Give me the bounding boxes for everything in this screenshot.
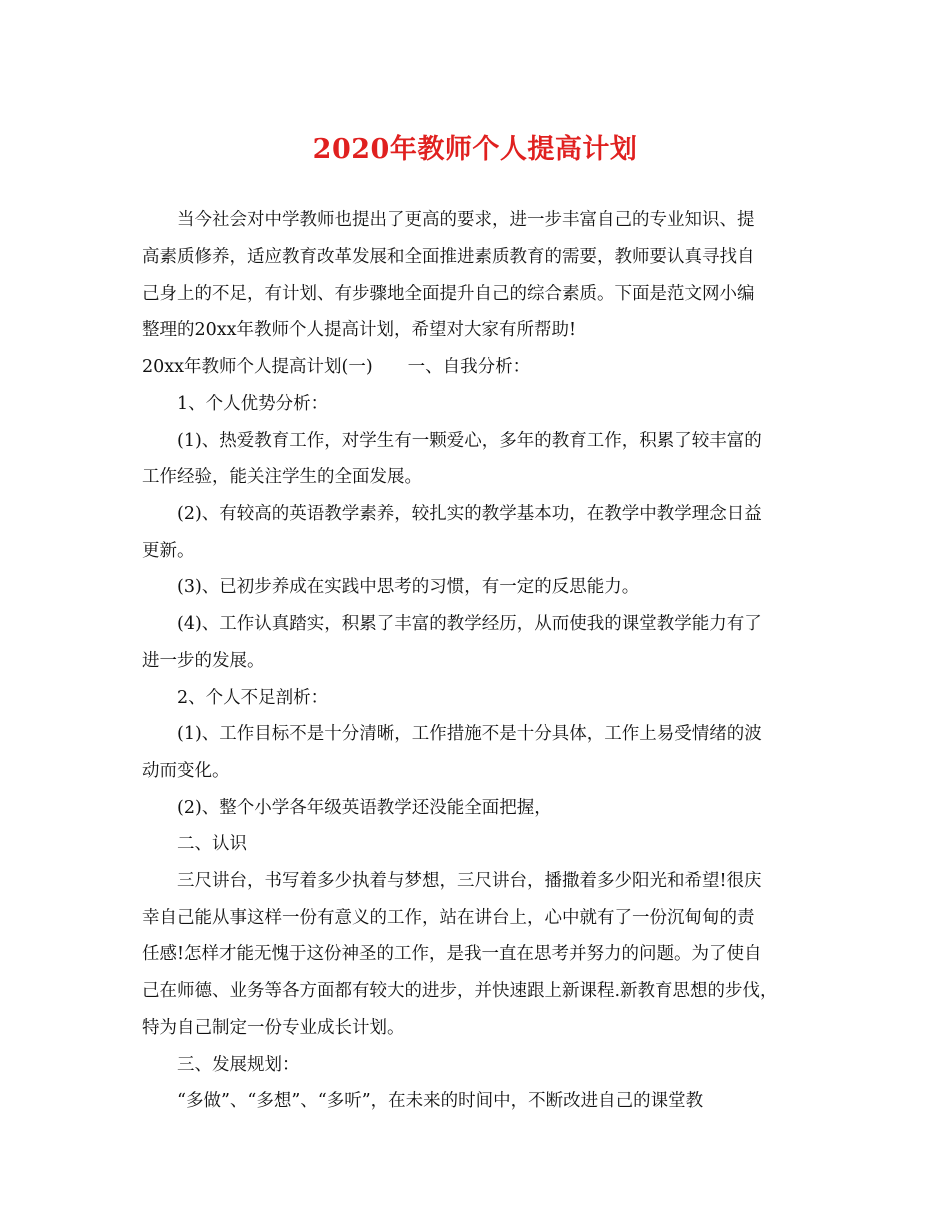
paragraph-line: 三尺讲台，书写着多少执着与梦想，三尺讲台，播撒着多少阳光和希望!很庆 — [177, 871, 762, 891]
paragraph-line: 进一步的发展。 — [142, 651, 265, 671]
paragraph-line: 己身上的不足，有计划、有步骤地全面提升自己的综合素质。下面是范文网小编 — [142, 284, 755, 304]
paragraph-line: (4)、工作认真踏实，积累了丰富的教学经历，从而使我的课堂教学能力有了 — [177, 614, 762, 634]
paragraph-line: 工作经验，能关注学生的全面发展。 — [142, 467, 422, 487]
paragraph-line: 整理的20xx年教师个人提高计划，希望对大家有所帮助! — [142, 320, 577, 340]
paragraph-line: (2)、整个小学各年级英语教学还没能全面把握， — [177, 798, 552, 818]
paragraph-line: 动而变化。 — [142, 761, 230, 781]
paragraph-line: 任感!怎样才能无愧于这份神圣的工作，是我一直在思考并努力的问题。为了使自 — [142, 944, 762, 964]
section-heading-line: 三、发展规划： — [177, 1055, 300, 1075]
paragraph-line: 更新。 — [142, 541, 195, 561]
paragraph-line: (3)、已初步养成在实践中思考的习惯，有一定的反思能力。 — [177, 577, 640, 597]
paragraph-line: 己在师德、业务等各方面都有较大的进步，并快速跟上新课程.新教育思想的步伐， — [142, 981, 778, 1001]
paragraph-line: 当今社会对中学教师也提出了更高的要求，进一步丰富自己的专业知识、提 — [177, 210, 755, 230]
section-heading-line: 二、认识 — [177, 834, 247, 854]
paragraph-line: 高素质修养，适应教育改革发展和全面推进素质教育的需要，教师要认真寻找自 — [142, 247, 755, 267]
paragraph-line: 特为自己制定一份专业成长计划。 — [142, 1018, 405, 1038]
document-title: 2020年教师个人提高计划 — [312, 134, 638, 165]
paragraph-line: (1)、工作目标不是十分清晰，工作措施不是十分具体，工作上易受情绪的波 — [177, 724, 762, 744]
subheading-line: 1、个人优势分析： — [177, 394, 329, 414]
paragraph-line: 幸自己能从事这样一份有意义的工作，站在讲台上，心中就有了一份沉甸甸的责 — [142, 908, 755, 928]
paragraph-line: “多做”、“多想”、“多听”，在未来的时间中，不断改进自己的课堂教 — [177, 1091, 704, 1111]
subheading-line: 2、个人不足剖析： — [177, 688, 329, 708]
paragraph-line: (2)、有较高的英语教学素养，较扎实的教学基本功，在教学中教学理念日益 — [177, 504, 762, 524]
section-heading-line: 20xx年教师个人提高计划(一) 一、自我分析： — [142, 357, 531, 377]
paragraph-line: (1)、热爱教育工作，对学生有一颗爱心，多年的教育工作，积累了较丰富的 — [177, 431, 762, 451]
